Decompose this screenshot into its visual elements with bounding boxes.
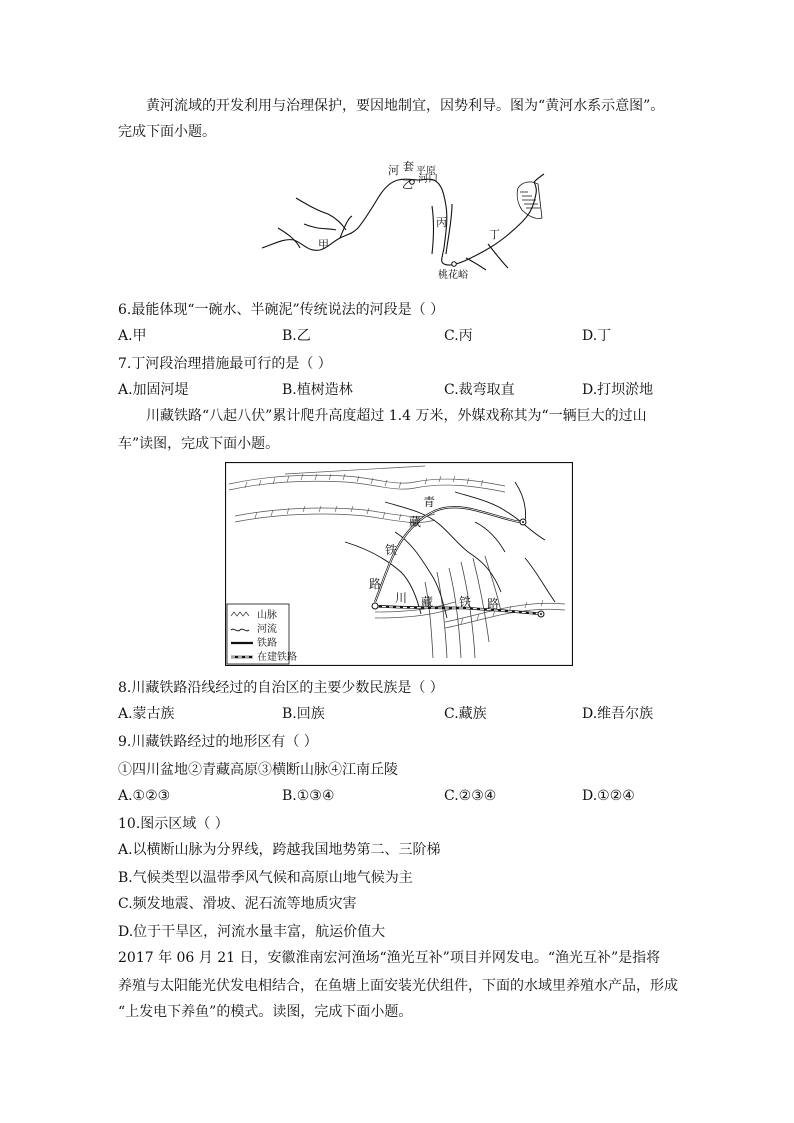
label-hetao-he: 河 [388,164,399,177]
label-lu-2: 路 [487,597,500,611]
label-tie-1: 铁 [385,543,398,557]
label-hekou: 河口 [418,174,438,185]
lhasa-point [372,603,378,609]
q10-option-b[interactable]: B.气候类型以温带季风气候和高原山地气候为主 [118,870,413,886]
map-legend [227,604,297,664]
taohuayu-point [452,262,457,267]
label-zang-1: 藏 [409,515,422,529]
q10-stem: 10.图示区域（ ） [118,816,229,832]
q8-option-a[interactable]: A.蒙古族 [118,706,175,722]
legend-railway: 铁路 [257,638,277,649]
label-ding: 丁 [489,228,500,241]
q7-option-a[interactable]: A.加固河堤 [118,382,189,398]
label-jia: 甲 [318,238,329,251]
label-chuan: 川 [395,591,408,605]
q6-option-c[interactable]: C.丙 [444,328,473,344]
q10-option-a[interactable]: A.以横断山脉为分界线，跨越我国地势第二、三阶梯 [118,842,441,858]
sichuan-tibet-railway-map [225,462,573,666]
label-zang-2: 藏 [421,595,434,609]
q9-option-b[interactable]: B.①③④ [282,788,335,804]
yellow-river-map [256,158,546,282]
label-hetao-pingyuan: 平原 [416,166,436,177]
legend-river: 河流 [257,624,277,635]
q8-option-d[interactable]: D.维吾尔族 [582,706,654,722]
q8-option-b[interactable]: B.回族 [282,706,325,722]
label-lu-1: 路 [369,577,382,591]
label-hetao-tao: 套 [403,160,414,173]
q6-intro-line1: 黄河流域的开发利用与治理保护，要因地制宜，因势利导。图为“黄河水系示意图”。 [146,98,665,114]
q9-option-c[interactable]: C.②③④ [444,788,497,804]
q9-items: ①四川盆地②青藏高原③横断山脉④江南丘陵 [118,762,398,778]
q8-intro-line1: 川藏铁路“八起八伏”累计爬升高度超过 1.4 万米，外媒戏称其为“一辆巨大的过山 [146,408,647,424]
q9-option-a[interactable]: A.①②③ [118,788,171,804]
q8-option-c[interactable]: C.藏族 [444,706,487,722]
q6-stem: 6.最能体现“一碗水、半碗泥”传统说法的河段是（ ） [118,302,445,318]
legend-mountain: 山脉 [257,610,277,621]
q6-option-b[interactable]: B.乙 [282,328,311,344]
q7-option-c[interactable]: C.裁弯取直 [444,382,515,398]
q9-stem: 9.川藏铁路经过的地形区有（ ） [118,734,318,750]
q11-intro-line1: 2017 年 06 月 21 日，安徽淮南宏河渔场“渔光互补”项目并网发电。“渔光互补”是指将 [118,950,661,966]
q10-option-d[interactable]: D.位于干旱区，河流水量丰富，航运价值大 [118,924,386,940]
q10-option-c[interactable]: C.频发地震、滑坡、泥石流等地质灾害 [118,896,357,912]
q6-option-a[interactable]: A.甲 [118,328,147,344]
q7-option-d[interactable]: D.打坝淤地 [582,382,654,398]
label-qing: 青 [423,495,436,509]
legend-construction: 在建铁路 [257,652,297,663]
q7-stem: 7.丁河段治理措施最可行的是（ ） [118,356,332,372]
q6-option-d[interactable]: D.丁 [582,328,612,344]
label-yi: 乙 [402,178,413,191]
q11-intro-line2: 养殖与太阳能光伏发电相结合，在鱼塘上面安装光伏组件，下面的水域里养殖水产品，形成 [118,978,678,994]
q7-option-b[interactable]: B.植树造林 [282,382,353,398]
q9-option-d[interactable]: D.①②④ [582,788,635,804]
label-bing: 丙 [436,216,447,229]
label-taohuayu: 桃花峪 [438,270,468,281]
q8-stem: 8.川藏铁路沿线经过的自治区的主要少数民族是（ ） [118,680,444,696]
q8-intro-line2: 车”读图，完成下面小题。 [118,436,280,452]
q6-intro-line2: 完成下面小题。 [118,124,216,140]
label-tie-2: 铁 [459,595,472,609]
q11-intro-line3: “上发电下养鱼”的模式。读图，完成下面小题。 [118,1004,413,1020]
